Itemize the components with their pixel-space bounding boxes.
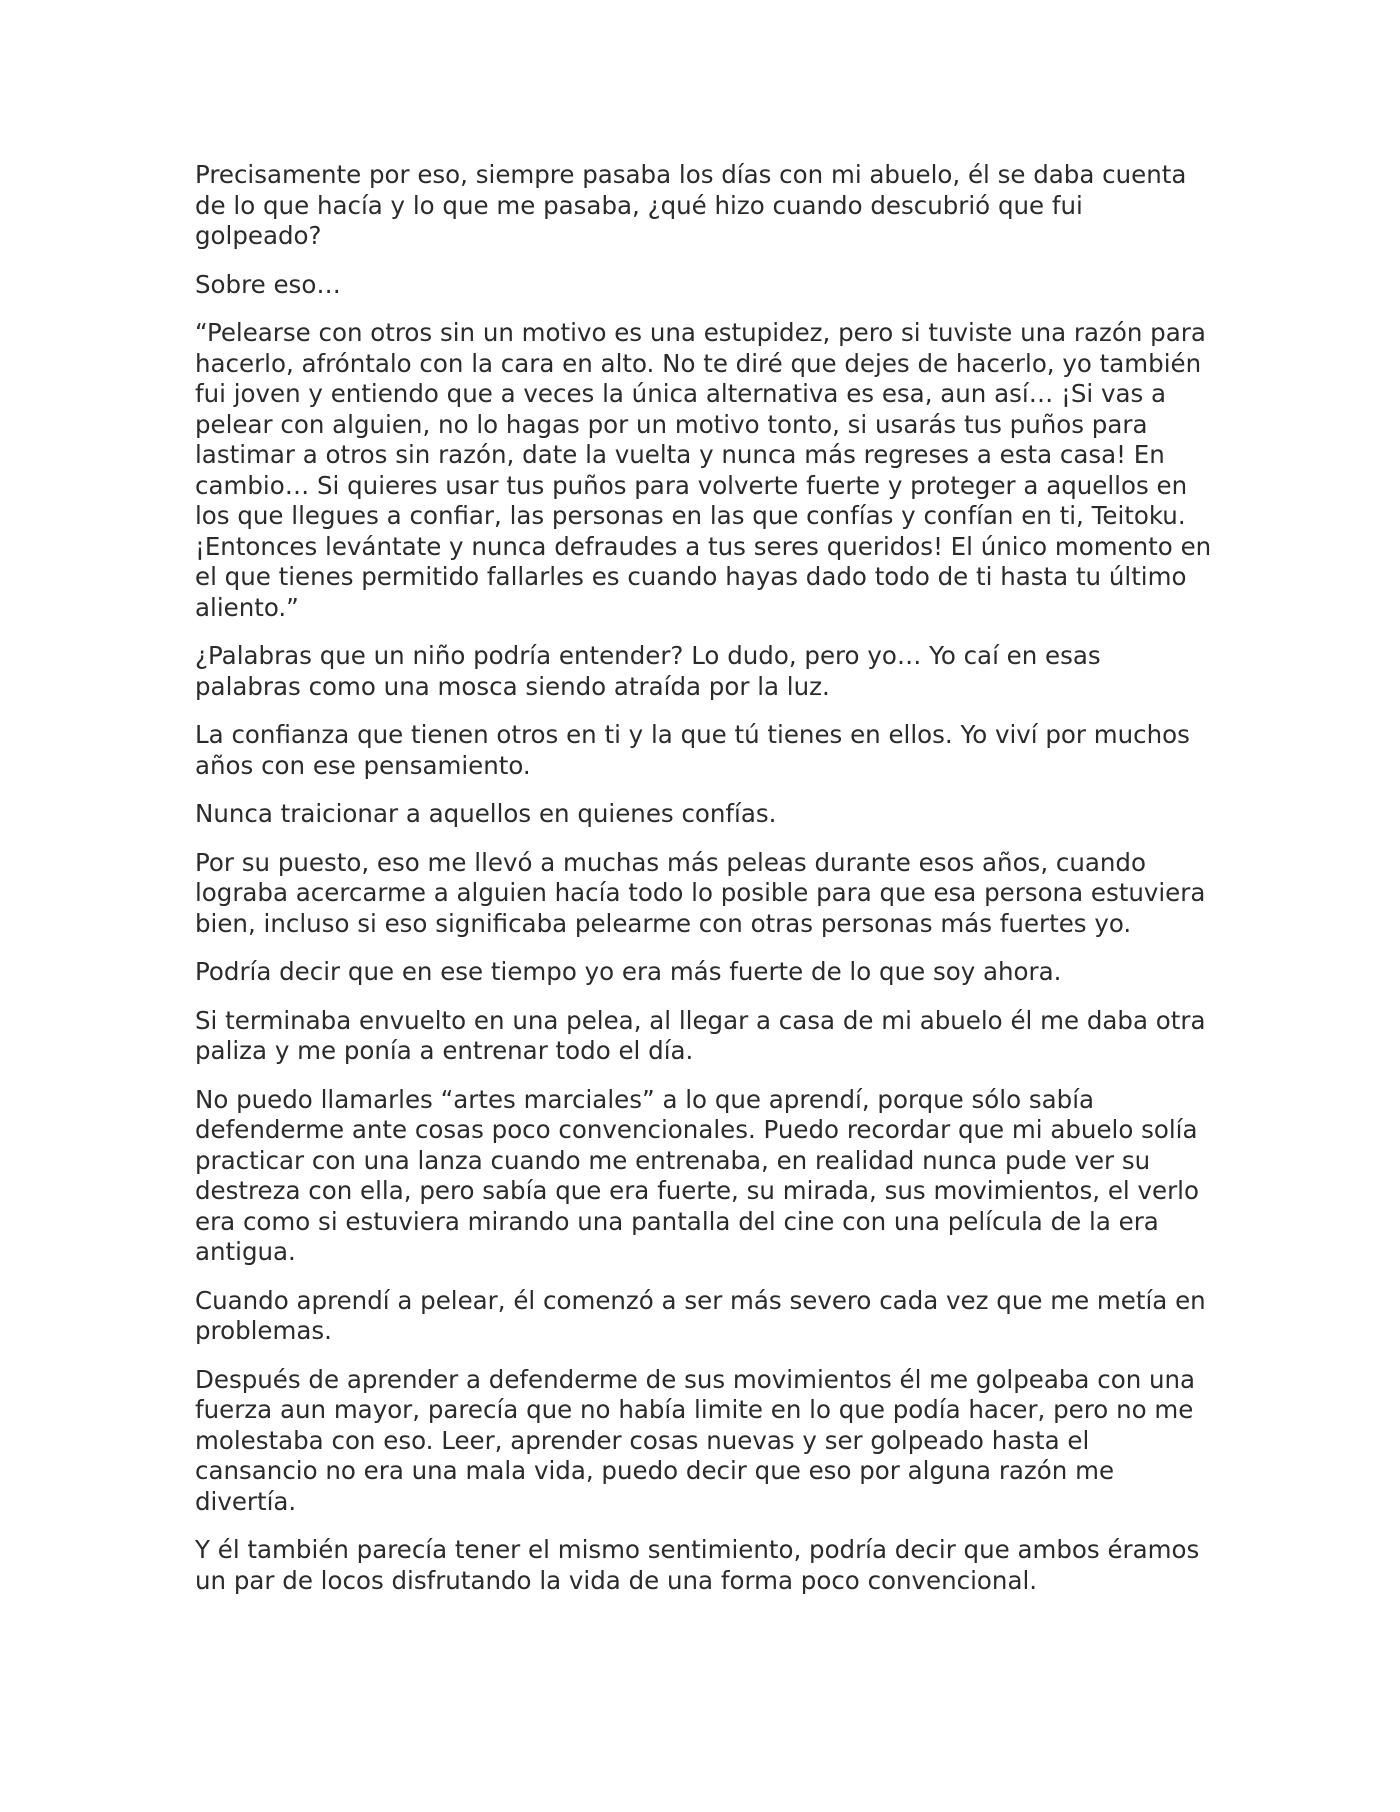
document-body xyxy=(195,160,1213,1614)
paragraph: Precisamente por eso, siempre pasaba los días con mi abuelo, él se daba cuenta de lo que hacía y lo que me pasaba, ¿qué hizo cuando descubrió que fui golpeado? xyxy=(195,160,1187,250)
paragraph: Podría decir que en ese tiempo yo era más fuerte de lo que soy ahora. xyxy=(195,957,1062,986)
paragraph: ¿Palabras que un niño podría entender? Lo dudo, pero yo… Yo caí en esas palabras como una mosca siendo atraída por la luz. xyxy=(195,641,1101,701)
paragraph: Por su puesto, eso me llevó a muchas más peleas durante esos años, cuando lograba acercarme a alguien hacía todo lo posible para que esa persona estuviera bien, incluso si eso significaba pelearme con otras personas más fuertes yo. xyxy=(195,847,1206,938)
paragraph: Si terminaba envuelto en una pelea, al llegar a casa de mi abuelo él me daba otra paliza y me ponía a entrenar todo el día. xyxy=(195,1005,1206,1065)
paragraph: Sobre eso… xyxy=(195,269,341,299)
paragraph: No puedo llamarles “artes marciales” a lo que aprendí, porque sólo sabía defenderme ante cosas poco convencionales. Puedo recordar que mi abuelo solía practicar con una lanza cuando me entrenaba, en realidad nunca pude ver su destreza con ella, pero sabía que era fuerte, su mirada, sus movimientos, el verlo era como si estuviera mirando una pantalla del cine con una película de la era antigua. xyxy=(195,1084,1199,1266)
paragraph: Después de aprender a defenderme de sus movimientos él me golpeaba con una fuerza aun mayor, parecía que no había limite en lo que podía hacer, pero no me molestaba con eso. Leer, aprender cosas nuevas y ser golpeado hasta el cansancio no era una mala vida, puedo decir que eso por alguna razón me divertía. xyxy=(195,1364,1196,1516)
paragraph: “Pelearse con otros sin un motivo es una estupidez, pero si tuviste una razón para hacerlo, afróntalo con la cara en alto. No te diré que dejes de hacerlo, yo también fui joven y entiendo que a veces la única alternativa es esa, aun así… ¡Si vas a pelear con alguien, no lo hagas por un motivo tonto, si usarás tus puños para lastimar a otros sin razón, date la vuelta y nunca más regreses a esta casa! En cambio… Si quieres usar tus puños para volverte fuerte y proteger a aquellos en los que llegues a confiar, las personas en las que confías y confían en ti, Teitoku. ¡Entonces levántate y nunca defraudes a tus seres queridos! El único momento en el que tienes permitido fallarles es cuando hayas dado todo de ti hasta tu último aliento.” xyxy=(195,318,1212,622)
paragraph: Y él también parecía tener el mismo sentimiento, podría decir que ambos éramos un par de locos disfrutando la vida de una forma poco convencional. xyxy=(195,1535,1200,1595)
paragraph: Cuando aprendí a pelear, él comenzó a ser más severo cada vez que me metía en problemas. xyxy=(195,1285,1206,1345)
paragraph: La confianza que tienen otros en ti y la que tú tienes en ellos. Yo viví por muchos años con ese pensamiento. xyxy=(195,720,1190,780)
paragraph: Nunca traicionar a aquellos en quienes confías. xyxy=(195,799,777,828)
